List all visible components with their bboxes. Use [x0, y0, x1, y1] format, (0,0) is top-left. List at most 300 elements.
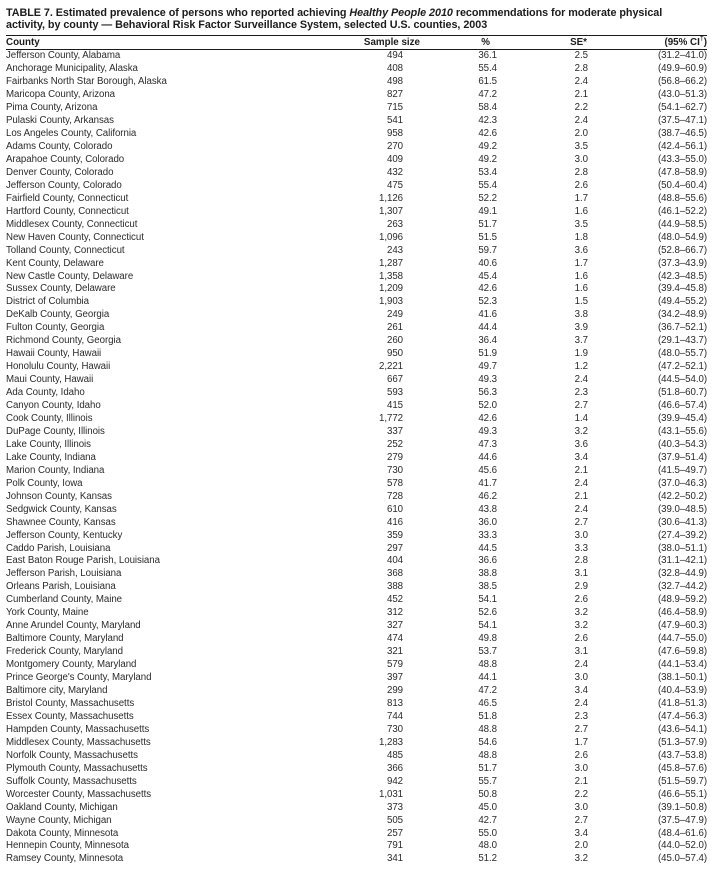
cell-percent: 51.7: [478, 218, 497, 230]
cell-sample-size: 270: [386, 140, 403, 152]
table-row: [6, 296, 707, 309]
cell-county: Tolland County, Connecticut: [6, 244, 125, 256]
table-row: [6, 413, 707, 426]
cell-se: 1.6: [574, 283, 588, 295]
cell-percent: 48.8: [478, 723, 497, 735]
cell-ci: (52.8–66.7): [658, 244, 707, 256]
cell-sample-size: 667: [386, 374, 403, 386]
cell-sample-size: 312: [386, 607, 403, 619]
cell-sample-size: 715: [386, 102, 403, 114]
cell-sample-size: 1,126: [379, 192, 403, 204]
cell-se: 2.2: [574, 102, 588, 114]
cell-county: Anne Arundel County, Maryland: [6, 620, 141, 632]
cell-se: 3.6: [574, 244, 588, 256]
cell-sample-size: 593: [386, 387, 403, 399]
cell-county: Middlesex County, Massachusetts: [6, 736, 151, 748]
table-row: [6, 633, 707, 646]
cell-ci: (40.4–53.9): [658, 685, 707, 697]
cell-county: Lake County, Indiana: [6, 451, 96, 463]
cell-percent: 42.6: [478, 283, 497, 295]
cell-ci: (49.4–55.2): [658, 296, 707, 308]
table-row: [6, 128, 707, 141]
cell-percent: 50.8: [478, 788, 497, 800]
cell-percent: 46.2: [478, 490, 497, 502]
cell-sample-size: 432: [386, 166, 403, 178]
cell-sample-size: 297: [386, 542, 403, 554]
cell-percent: 55.4: [478, 63, 497, 75]
cell-se: 2.1: [574, 464, 588, 476]
cell-county: Canyon County, Idaho: [6, 400, 101, 412]
cell-ci: (37.5–47.9): [658, 814, 707, 826]
cell-percent: 49.2: [478, 140, 497, 152]
cell-county: Los Angeles County, California: [6, 128, 137, 140]
cell-percent: 53.7: [478, 646, 497, 658]
cell-sample-size: 475: [386, 179, 403, 191]
cell-se: 1.7: [574, 736, 588, 748]
cell-county: Sussex County, Delaware: [6, 283, 116, 295]
cell-county: Caddo Parish, Louisiana: [6, 542, 111, 554]
cell-percent: 51.2: [478, 853, 497, 865]
table-row: [6, 180, 707, 193]
cell-county: Johnson County, Kansas: [6, 490, 112, 502]
cell-se: 2.4: [574, 374, 588, 386]
cell-se: 2.6: [574, 633, 588, 645]
cell-sample-size: 813: [386, 697, 403, 709]
cell-ci: (37.0–46.3): [658, 477, 707, 489]
cell-ci: (30.6–41.3): [658, 516, 707, 528]
table-row: [6, 50, 707, 63]
cell-se: 3.2: [574, 853, 588, 865]
cell-county: Dakota County, Minnesota: [6, 827, 119, 839]
cell-ci: (37.3–43.9): [658, 257, 707, 269]
cell-sample-size: 337: [386, 425, 403, 437]
cell-county: Honolulu County, Hawaii: [6, 361, 111, 373]
table-row: [6, 581, 707, 594]
cell-ci: (44.7–55.0): [658, 633, 707, 645]
cell-percent: 45.4: [478, 270, 497, 282]
cell-percent: 51.7: [478, 762, 497, 774]
cell-ci: (54.1–62.7): [658, 102, 707, 114]
cell-percent: 52.6: [478, 607, 497, 619]
cell-ci: (47.6–59.8): [658, 646, 707, 658]
cell-ci: (32.8–44.9): [658, 568, 707, 580]
cell-se: 3.0: [574, 153, 588, 165]
cell-county: Cook County, Illinois: [6, 413, 93, 424]
cell-percent: 58.4: [478, 102, 497, 114]
cell-percent: 44.1: [478, 672, 497, 684]
cell-percent: 43.8: [478, 503, 497, 515]
cell-sample-size: 730: [386, 464, 403, 476]
cell-se: 2.5: [574, 50, 588, 62]
cell-se: 2.1: [574, 775, 588, 787]
cell-county: Essex County, Massachusetts: [6, 710, 134, 722]
cell-se: 2.8: [574, 166, 588, 178]
cell-ci: (50.4–60.4): [658, 179, 707, 191]
table-row: [6, 802, 707, 815]
cell-percent: 42.6: [478, 128, 497, 140]
cell-sample-size: 1,287: [379, 257, 403, 269]
cell-se: 1.8: [574, 231, 588, 243]
cell-ci: (48.9–59.2): [658, 594, 707, 606]
cell-sample-size: 942: [386, 775, 403, 787]
cell-ci: (46.6–55.1): [658, 788, 707, 800]
cell-percent: 44.4: [478, 322, 497, 334]
cell-sample-size: 252: [386, 438, 403, 450]
table-row: [6, 219, 707, 232]
cell-se: 1.7: [574, 257, 588, 269]
cell-ci: (37.9–51.4): [658, 451, 707, 463]
cell-percent: 45.6: [478, 464, 497, 476]
cell-county: Sedgwick County, Kansas: [6, 503, 117, 515]
cell-percent: 49.3: [478, 374, 497, 386]
cell-sample-size: 452: [386, 594, 403, 606]
dagger-footnote-mark: †: [699, 35, 704, 43]
table-row: [6, 426, 707, 439]
cell-percent: 49.7: [478, 361, 497, 373]
cell-county: Bristol County, Massachusetts: [6, 697, 135, 709]
cell-sample-size: 366: [386, 762, 403, 774]
cell-ci: (45.8–57.6): [658, 762, 707, 774]
table-row: [6, 491, 707, 504]
cell-county: New Haven County, Connecticut: [6, 231, 144, 243]
table-row: [6, 322, 707, 335]
cell-percent: 41.6: [478, 309, 497, 321]
cell-ci: (44.0–52.0): [658, 840, 707, 852]
cell-se: 3.1: [574, 568, 588, 580]
cell-county: Fulton County, Georgia: [6, 322, 105, 334]
cell-county: Hampden County, Massachusetts: [6, 723, 150, 735]
cell-percent: 48.8: [478, 749, 497, 761]
cell-county: Plymouth County, Massachusetts: [6, 762, 148, 774]
cell-se: 1.5: [574, 296, 588, 308]
cell-sample-size: 1,772: [379, 413, 403, 424]
cell-percent: 46.5: [478, 697, 497, 709]
cell-county: Prince George's County, Maryland: [6, 672, 152, 684]
cell-sample-size: 263: [386, 218, 403, 230]
cell-percent: 51.5: [478, 231, 497, 243]
cell-county: Pima County, Arizona: [6, 102, 98, 114]
cell-county: Marion County, Indiana: [6, 464, 105, 476]
table-body: [6, 50, 707, 867]
cell-se: 2.4: [574, 697, 588, 709]
cell-se: 3.2: [574, 607, 588, 619]
cell-ci: (42.4–56.1): [658, 140, 707, 152]
cell-county: Jefferson County, Kentucky: [6, 529, 123, 541]
cell-sample-size: 408: [386, 63, 403, 75]
table-row: [6, 141, 707, 154]
ci-header-close: ): [703, 37, 707, 49]
table-row: [6, 206, 707, 219]
cell-sample-size: 243: [386, 244, 403, 256]
cell-se: 2.8: [574, 63, 588, 75]
cell-ci: (43.0–51.3): [658, 89, 707, 101]
cell-se: 2.6: [574, 179, 588, 191]
cell-se: 3.6: [574, 438, 588, 450]
cell-county: New Castle County, Delaware: [6, 270, 134, 282]
cell-se: 2.4: [574, 115, 588, 127]
table-row: [6, 763, 707, 776]
cell-sample-size: 485: [386, 749, 403, 761]
table-row: [6, 309, 707, 322]
cell-ci: (31.2–41.0): [658, 50, 707, 62]
table-row: [6, 102, 707, 115]
title-italic-segment: Healthy People 2010: [349, 7, 453, 19]
cell-sample-size: 1,307: [379, 205, 403, 217]
cell-percent: 42.6: [478, 413, 497, 424]
cell-sample-size: 505: [386, 814, 403, 826]
cell-sample-size: 958: [386, 128, 403, 140]
cell-percent: 44.6: [478, 451, 497, 463]
cell-sample-size: 341: [386, 853, 403, 865]
cell-ci: (47.9–60.3): [658, 620, 707, 632]
cell-sample-size: 299: [386, 685, 403, 697]
table-row: [6, 568, 707, 581]
cell-ci: (46.4–58.9): [658, 607, 707, 619]
cell-ci: (47.4–56.3): [658, 710, 707, 722]
cell-county: Pulaski County, Arkansas: [6, 115, 114, 127]
cell-county: Arapahoe County, Colorado: [6, 153, 125, 165]
table-row: [6, 232, 707, 245]
cell-se: 3.2: [574, 620, 588, 632]
cell-percent: 38.8: [478, 568, 497, 580]
col-header-sample-size: Sample size: [340, 35, 420, 50]
table-row: [6, 737, 707, 750]
cell-sample-size: 579: [386, 659, 403, 671]
cell-se: 2.4: [574, 659, 588, 671]
cell-percent: 53.4: [478, 166, 497, 178]
cell-se: 3.4: [574, 685, 588, 697]
cell-county: Cumberland County, Maine: [6, 594, 123, 606]
cell-percent: 49.1: [478, 205, 497, 217]
table-row: [6, 672, 707, 685]
cell-ci: (43.3–55.0): [658, 153, 707, 165]
cell-percent: 47.3: [478, 438, 497, 450]
cell-percent: 41.7: [478, 477, 497, 489]
cell-ci: (34.2–48.9): [658, 309, 707, 321]
cell-se: 3.0: [574, 762, 588, 774]
cell-percent: 36.6: [478, 555, 497, 567]
cell-ci: (56.8–66.2): [658, 76, 707, 88]
cell-percent: 42.3: [478, 115, 497, 127]
cell-percent: 49.3: [478, 425, 497, 437]
cell-sample-size: 321: [386, 646, 403, 658]
table-row: [6, 555, 707, 568]
cell-county: Kent County, Delaware: [6, 257, 104, 269]
cell-county: Lake County, Illinois: [6, 438, 91, 450]
cell-ci: (47.8–58.9): [658, 166, 707, 178]
cell-ci: (41.8–51.3): [658, 697, 707, 709]
cell-sample-size: 1,209: [379, 283, 403, 295]
cell-se: 3.5: [574, 218, 588, 230]
cell-percent: 56.3: [478, 387, 497, 399]
cell-county: Shawnee County, Kansas: [6, 516, 116, 528]
cell-sample-size: 279: [386, 451, 403, 463]
cell-se: 2.4: [574, 477, 588, 489]
table-row: [6, 543, 707, 556]
cell-ci: (51.8–60.7): [658, 387, 707, 399]
cell-se: 3.1: [574, 646, 588, 658]
cell-county: Fairfield County, Connecticut: [6, 192, 129, 204]
cell-county: Fairbanks North Star Borough, Alaska: [6, 76, 167, 88]
cell-county: Baltimore County, Maryland: [6, 633, 124, 645]
cell-se: 1.6: [574, 205, 588, 217]
table-row: [6, 76, 707, 89]
cell-sample-size: 1,031: [379, 788, 403, 800]
cell-sample-size: 474: [386, 633, 403, 645]
cell-county: DuPage County, Illinois: [6, 425, 105, 437]
cell-ci: (39.1–50.8): [658, 801, 707, 813]
table-row: [6, 517, 707, 530]
ci-header-text: (95% CI: [664, 37, 700, 49]
cell-sample-size: 578: [386, 477, 403, 489]
cell-ci: (38.1–50.1): [658, 672, 707, 684]
table-row: [6, 853, 707, 866]
cell-percent: 36.0: [478, 516, 497, 528]
cell-percent: 52.2: [478, 192, 497, 204]
table-row: [6, 828, 707, 841]
cell-se: 2.7: [574, 723, 588, 735]
cell-ci: (38.7–46.5): [658, 128, 707, 140]
cell-ci: (46.6–57.4): [658, 400, 707, 412]
cell-ci: (48.8–55.6): [658, 192, 707, 204]
cell-ci: (46.1–52.2): [658, 205, 707, 217]
cell-percent: 52.0: [478, 400, 497, 412]
title-line1-post: recommendations for moderate physical: [452, 7, 663, 19]
cell-ci: (44.9–58.5): [658, 218, 707, 230]
cell-se: 2.4: [574, 503, 588, 515]
cell-county: York County, Maine: [6, 607, 89, 619]
cell-ci: (27.4–39.2): [658, 529, 707, 541]
table-row: [6, 724, 707, 737]
cell-sample-size: 744: [386, 710, 403, 722]
cell-percent: 48.0: [478, 840, 497, 852]
cell-percent: 38.5: [478, 581, 497, 593]
title-line2: activity, by county — Behavioral Risk Factor Surveillance System, selected U.S. counties, 2003: [6, 19, 488, 32]
cell-sample-size: 950: [386, 348, 403, 360]
col-header-percent: %: [420, 35, 497, 50]
table-row: [6, 258, 707, 271]
cell-percent: 49.8: [478, 633, 497, 645]
cell-percent: 61.5: [478, 76, 497, 88]
cell-se: 1.2: [574, 361, 588, 373]
cell-county: Oakland County, Michigan: [6, 801, 118, 813]
cell-se: 2.9: [574, 581, 588, 593]
cell-percent: 36.4: [478, 335, 497, 347]
cell-county: Hennepin County, Minnesota: [6, 840, 129, 852]
cell-ci: (29.1–43.7): [658, 335, 707, 347]
cell-sample-size: 2,221: [379, 361, 403, 373]
cell-county: Frederick County, Maryland: [6, 646, 123, 658]
cell-percent: 33.3: [478, 529, 497, 541]
cell-county: Worcester County, Massachusetts: [6, 788, 152, 800]
table-row: [6, 348, 707, 361]
cell-ci: (32.7–44.2): [658, 581, 707, 593]
table-row: [6, 374, 707, 387]
table-row: [6, 711, 707, 724]
cell-ci: (45.0–57.4): [658, 853, 707, 865]
cell-ci: (41.5–49.7): [658, 464, 707, 476]
cell-se: 3.4: [574, 451, 588, 463]
cell-ci: (37.5–47.1): [658, 115, 707, 127]
table-row: [6, 789, 707, 802]
table-row: [6, 452, 707, 465]
cell-se: 2.8: [574, 555, 588, 567]
table-row: [6, 815, 707, 828]
cell-sample-size: 257: [386, 827, 403, 839]
table-row: [6, 620, 707, 633]
cell-se: 2.0: [574, 840, 588, 852]
cell-percent: 48.8: [478, 659, 497, 671]
cell-sample-size: 416: [386, 516, 403, 528]
cell-ci: (40.3–54.3): [658, 438, 707, 450]
cell-percent: 51.9: [478, 348, 497, 360]
cell-se: 3.9: [574, 322, 588, 334]
cell-ci: (42.3–48.5): [658, 270, 707, 282]
table-row: [6, 115, 707, 128]
cell-county: Suffolk County, Massachusetts: [6, 775, 137, 787]
cell-se: 3.4: [574, 827, 588, 839]
cell-ci: (38.0–51.1): [658, 542, 707, 554]
cell-county: Maui County, Hawaii: [6, 374, 94, 386]
cell-se: 2.1: [574, 89, 588, 101]
cell-sample-size: 404: [386, 555, 403, 567]
table-row: [6, 698, 707, 711]
col-header-ci: [588, 35, 707, 50]
cell-sample-size: 249: [386, 309, 403, 321]
cell-percent: 49.2: [478, 153, 497, 165]
header-row: [6, 35, 707, 50]
cell-sample-size: 327: [386, 620, 403, 632]
cell-se: 3.7: [574, 335, 588, 347]
cell-sample-size: 368: [386, 568, 403, 580]
cell-county: Ramsey County, Minnesota: [6, 853, 124, 865]
cell-sample-size: 1,903: [379, 296, 403, 308]
cell-ci: (51.3–57.9): [658, 736, 707, 748]
cell-percent: 59.7: [478, 244, 497, 256]
cell-sample-size: 260: [386, 335, 403, 347]
cell-ci: (48.4–61.6): [658, 827, 707, 839]
cell-se: 2.2: [574, 788, 588, 800]
cell-county: Middlesex County, Connecticut: [6, 218, 138, 230]
table-row: [6, 776, 707, 789]
cell-se: 2.4: [574, 76, 588, 88]
cell-percent: 55.4: [478, 179, 497, 191]
cell-se: 1.7: [574, 192, 588, 204]
title-line1-pre: TABLE 7. Estimated prevalence of persons who reported achieving: [6, 7, 350, 19]
cell-se: 3.5: [574, 140, 588, 152]
cell-county: Anchorage Municipality, Alaska: [6, 63, 138, 75]
table-row: [6, 685, 707, 698]
prevalence-table: [6, 35, 707, 867]
cell-ci: (47.2–52.1): [658, 361, 707, 373]
cell-sample-size: 494: [386, 50, 403, 62]
cell-percent: 40.6: [478, 257, 497, 269]
col-header-se: SE*: [497, 35, 588, 50]
cell-county: Ada County, Idaho: [6, 387, 85, 399]
cell-percent: 45.0: [478, 801, 497, 813]
cell-se: 2.7: [574, 814, 588, 826]
cell-sample-size: 610: [386, 503, 403, 515]
table-row: [6, 504, 707, 517]
table-row: [6, 465, 707, 478]
cell-se: 2.0: [574, 128, 588, 140]
cell-county: Adams County, Colorado: [6, 140, 113, 152]
cell-se: 3.3: [574, 542, 588, 554]
table-row: [6, 361, 707, 374]
cell-ci: (49.9–60.9): [658, 63, 707, 75]
table-row: [6, 154, 707, 167]
cell-ci: (43.7–53.8): [658, 749, 707, 761]
